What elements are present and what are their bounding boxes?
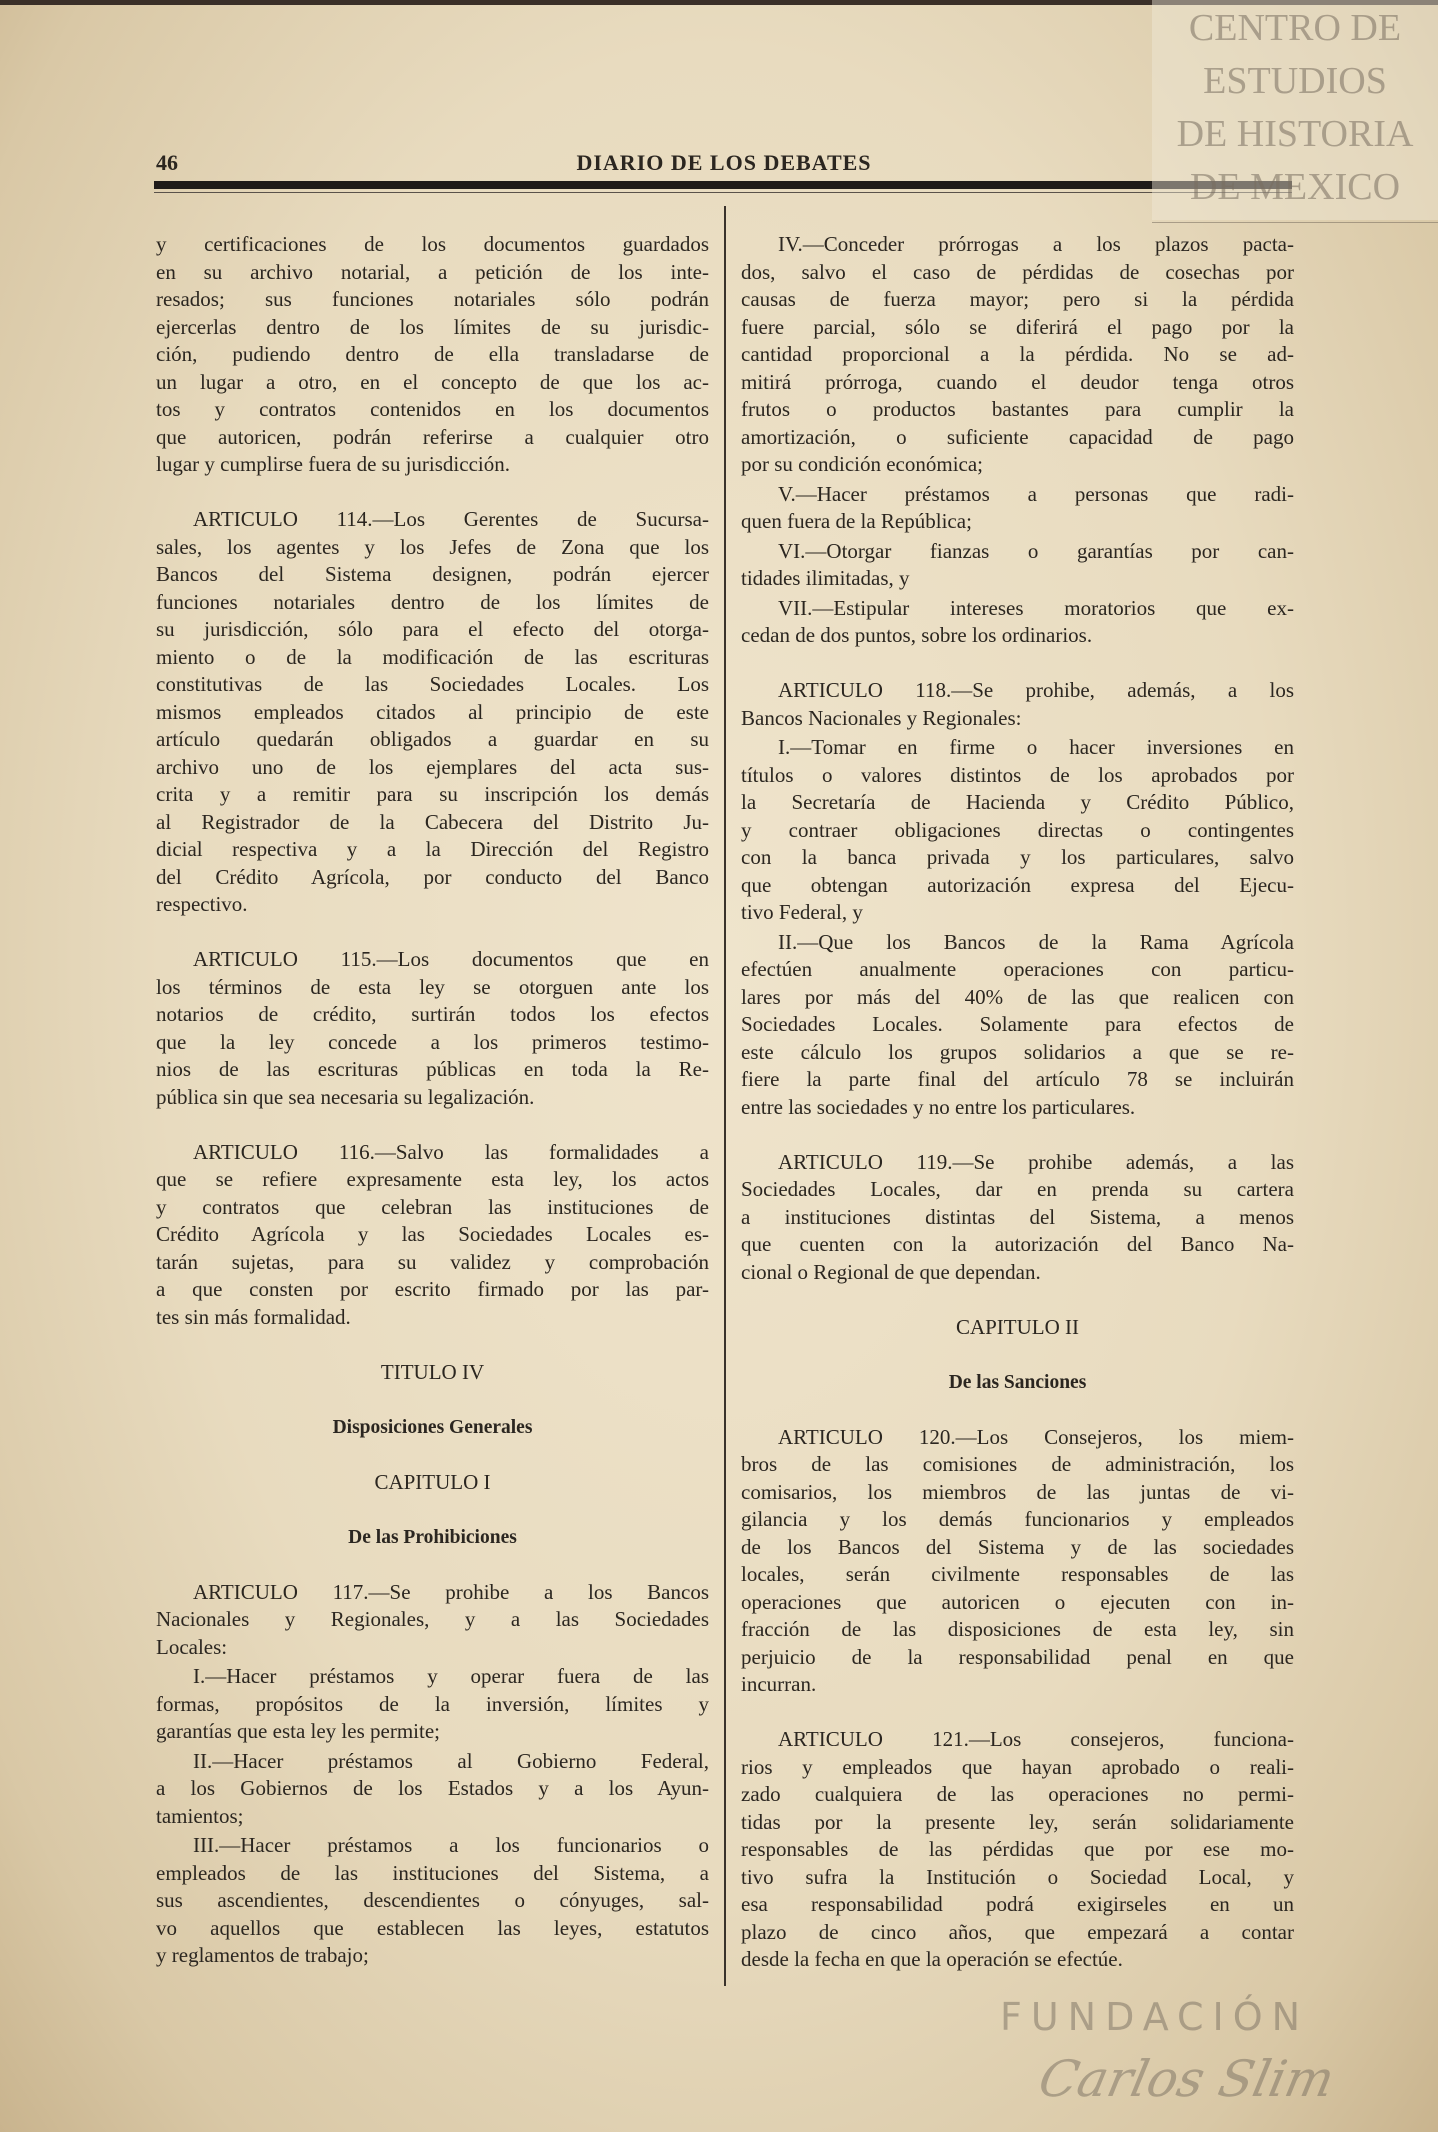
text-line: respectivo.	[156, 892, 248, 916]
text-line: plazo de cinco años, que empezará a contar	[741, 1919, 1294, 1944]
text-line: un lugar a otro, en el concepto de que los ac-	[156, 369, 709, 394]
text-line: lugar y cumplirse fuera de su jurisdicción.	[156, 452, 510, 476]
watermark-divider	[1152, 222, 1438, 223]
column-divider	[724, 206, 726, 1986]
text-line: Sociedades Locales. Solamente para efectos de	[741, 1012, 1294, 1036]
text-line: operaciones que autoricen o ejecuten con in-	[741, 1589, 1294, 1614]
right-column	[741, 231, 1294, 1974]
text-line: V.—Hacer préstamos a personas que radi-	[778, 481, 1294, 506]
text-line: ARTICULO 117.—Se prohibe a los Bancos	[193, 1579, 709, 1604]
text-line: ejercerlas dentro de los límites de su jurisdic-	[156, 314, 709, 339]
text-line: I.—Hacer préstamos y operar fuera de las	[193, 1664, 709, 1688]
text-line: crita y a remitir para su inscripción los demás	[156, 782, 709, 806]
text-line: Bancos Nacionales y Regionales:	[741, 705, 1022, 730]
text-line: pública sin que sea necesaria su legalización.	[156, 1084, 535, 1109]
text-line: funciones notariales dentro de los límites de	[156, 589, 709, 614]
text-line: Nacionales y Regionales, y a las Sociedades	[156, 1607, 709, 1631]
text-line: a instituciones distintas del Sistema, a menos	[741, 1204, 1294, 1229]
text-line: este cálculo los grupos solidarios a que se re-	[741, 1039, 1294, 1064]
list-item	[741, 231, 1294, 479]
text-line: sales, los agentes y los Jefes de Zona que los	[156, 534, 709, 559]
text-line: incurran.	[741, 1672, 817, 1696]
text-line: locales, serán civilmente responsables de las	[741, 1562, 1294, 1586]
text-line: ARTICULO 120.—Los Consejeros, los miem-	[778, 1424, 1294, 1449]
text-line: a los Gobiernos de los Estados y a los Ayun-	[156, 1776, 709, 1800]
text-line: lares por más del 40% de las que realicen con	[741, 984, 1294, 1009]
text-line: esa responsabilidad podrá exigirseles en un	[741, 1892, 1294, 1916]
text-line: responsables de las pérdidas que por ese mo-	[741, 1837, 1294, 1861]
paragraph	[741, 1424, 1294, 1699]
text-line: VII.—Estipular intereses moratorios que ex-	[778, 595, 1294, 620]
text-line: ARTICULO 115.—Los documentos que en	[193, 947, 709, 971]
text-line: efectúen anualmente operaciones con particu-	[741, 957, 1294, 981]
section-heading	[156, 1359, 709, 1387]
left-column	[156, 231, 709, 1970]
text-line: Disposiciones Generales	[332, 1416, 533, 1438]
text-line: por su condición económica;	[741, 452, 984, 476]
text-line: VI.—Otorgar fianzas o garantías por can-	[778, 538, 1294, 563]
text-line: con la banca privada y los particulares, salvo	[741, 845, 1294, 869]
text-line: resados; sus funciones notariales sólo podrán	[156, 287, 709, 311]
text-line: mitirá prórroga, cuando el deudor tenga otros	[741, 369, 1294, 394]
text-line: fiere la parte final del artículo 78 se incluirán	[741, 1067, 1294, 1091]
text-line: que obtengan autorización expresa del Ejecu-	[741, 872, 1294, 897]
text-line: la Secretaría de Hacienda y Crédito Público,	[741, 790, 1294, 814]
text-line: gilancia y los demás funcionarios y empleados	[741, 1507, 1294, 1531]
text-line: vo aquellos que establecen las leyes, estatutos	[156, 1915, 709, 1940]
watermark-line: DE HISTORIA	[1176, 113, 1414, 155]
text-line: desde la fecha en que la operación se efectúe.	[741, 1947, 1123, 1971]
page-number: 46	[156, 150, 178, 175]
text-line: causas de fuerza mayor; pero si la pérdida	[741, 287, 1294, 311]
text-line: fracción de las disposiciones de esta ley, sin	[741, 1617, 1294, 1641]
text-line: TITULO IV	[380, 1359, 485, 1384]
paragraph	[156, 1139, 709, 1332]
text-line: y contratos que celebran las instituciones de	[156, 1194, 709, 1219]
watermark-line: ESTUDIOS	[1203, 60, 1387, 102]
watermark-line: DE MEXICO	[1189, 166, 1401, 208]
text-line: Crédito Agrícola y las Sociedades Locales es-	[156, 1222, 709, 1246]
text-line: al Registrador de la Cabecera del Distrito Ju-	[156, 809, 709, 834]
watermark-signature: Carlos Slim	[1033, 2050, 1340, 2108]
text-line: Bancos del Sistema designen, podrán ejercer	[156, 562, 709, 586]
text-line: frutos o productos bastantes para cumplir la	[741, 397, 1294, 421]
text-line: y contraer obligaciones directas o contingentes	[741, 817, 1294, 842]
text-line: y reglamentos de trabajo;	[156, 1943, 369, 1967]
section-subheading	[156, 1414, 709, 1442]
text-line: tarán sujetas, para su validez y comprobación	[156, 1249, 709, 1274]
running-title: DIARIO DE LOS DEBATES	[576, 150, 872, 175]
text-line: tidades ilimitadas, y	[741, 566, 910, 590]
text-line: bros de las comisiones de administración, los	[741, 1452, 1294, 1476]
text-line: ARTICULO 119.—Se prohibe además, a las	[778, 1149, 1294, 1174]
text-line: zado cualquiera de las operaciones no permi-	[741, 1782, 1294, 1806]
section-heading	[741, 1314, 1294, 1342]
text-line: a que consten por escrito firmado por las par-	[156, 1277, 709, 1301]
text-line: amortización, o suficiente capacidad de pago	[741, 424, 1294, 449]
text-line: cantidad proporcional a la pérdida. No se ad-	[741, 342, 1294, 366]
watermark-foundation: FUNDACIÓN	[1000, 1995, 1310, 2039]
text-line: mismos empleados citados al principio de este	[156, 699, 709, 724]
text-line: en su archivo notarial, a petición de los inte-	[156, 259, 709, 284]
text-line: que se refiere expresamente esta ley, los actos	[156, 1167, 709, 1191]
text-line: De las Sanciones	[948, 1371, 1087, 1393]
text-line: títulos o valores distintos de los aprobados por	[741, 762, 1294, 787]
text-line: tivo Federal, y	[741, 900, 863, 924]
watermark-institution	[1152, 0, 1438, 220]
section-heading	[156, 1469, 709, 1497]
text-line: II.—Hacer préstamos al Gobierno Federal,	[193, 1748, 709, 1773]
list-item	[741, 595, 1294, 650]
text-line: de los Bancos del Sistema y de las sociedades	[741, 1534, 1294, 1559]
header-rule-thin	[154, 192, 1292, 193]
watermark-line: CENTRO DE	[1188, 7, 1402, 49]
text-line: tos y contratos contenidos en los documentos	[156, 397, 709, 421]
list-item	[741, 929, 1294, 1122]
text-line: empleados de las instituciones del Sistema, a	[156, 1860, 709, 1885]
text-line: De las Prohibiciones	[348, 1526, 517, 1548]
text-line: rios y empleados que hayan aprobado o reali-	[741, 1754, 1294, 1779]
text-line: artículo quedarán obligados a guardar en su	[156, 727, 709, 751]
text-line: dicial respectiva y a la Dirección del Registro	[156, 837, 709, 861]
text-line: comisarios, los miembros de las juntas de vi-	[741, 1479, 1294, 1504]
paragraph	[156, 1579, 709, 1662]
list-item	[156, 1663, 709, 1746]
paragraph	[156, 231, 709, 479]
paragraph	[741, 677, 1294, 732]
text-line: ción, pudiendo dentro de ella transladarse de	[156, 342, 709, 366]
paragraph	[156, 506, 709, 919]
text-line: notarios de crédito, surtirán todos los efectos	[156, 1002, 709, 1026]
text-line: Locales:	[156, 1634, 228, 1659]
text-line: CAPITULO II	[955, 1314, 1080, 1339]
text-line: ARTICULO 116.—Salvo las formalidades a	[193, 1139, 709, 1164]
text-line: ARTICULO 121.—Los consejeros, funciona-	[778, 1727, 1294, 1751]
text-line: perjuicio de la responsabilidad penal en que	[741, 1644, 1294, 1669]
text-line: quen fuera de la República;	[741, 509, 972, 533]
text-line: dos, salvo el caso de pérdidas de cosechas por	[741, 259, 1294, 284]
text-line: tivo sufra la Institución o Sociedad Local, y	[741, 1864, 1294, 1889]
text-line: cional o Regional de que dependan.	[741, 1259, 1041, 1284]
text-line: tes sin más formalidad.	[156, 1304, 351, 1329]
text-line: I.—Tomar en firme o hacer inversiones en	[778, 735, 1294, 759]
text-line: II.—Que los Bancos de la Rama Agrícola	[778, 929, 1294, 954]
text-line: y certificaciones de los documentos guardados	[156, 232, 709, 256]
text-line: ARTICULO 118.—Se prohibe, además, a los	[778, 678, 1294, 702]
text-line: sus ascendientes, descendientes o cónyuges, sal-	[156, 1888, 709, 1912]
text-line: los términos de esta ley se otorguen ante los	[156, 974, 709, 999]
list-item	[741, 734, 1294, 927]
text-line: fuere parcial, sólo se diferirá el pago por la	[741, 314, 1294, 339]
text-line: tidas por la presente ley, serán solidariamente	[741, 1809, 1294, 1834]
paragraph	[741, 1149, 1294, 1287]
text-line: CAPITULO I	[374, 1469, 491, 1494]
text-line: cedan de dos puntos, sobre los ordinarios.	[741, 623, 1093, 647]
text-line: formas, propósitos de la inversión, límites y	[156, 1691, 709, 1716]
text-line: constitutivas de las Sociedades Locales. Los	[156, 672, 709, 696]
text-line: que autoricen, podrán referirse a cualquier otro	[156, 424, 709, 449]
section-subheading	[156, 1524, 709, 1552]
text-line: ARTICULO 114.—Los Gerentes de Sucursa-	[193, 507, 709, 531]
text-line: entre las sociedades y no entre los particulares.	[741, 1094, 1136, 1119]
text-line: nios de las escrituras públicas en toda la Re-	[156, 1057, 709, 1081]
text-line: su jurisdicción, sólo para el efecto del otorga-	[156, 617, 709, 641]
text-line: que cuenten con la autorización del Banco Na-	[741, 1232, 1294, 1256]
list-item	[156, 1832, 709, 1970]
header-rule	[154, 181, 1292, 189]
text-line: garantías que esta ley les permite;	[156, 1719, 440, 1743]
text-line: miento o de la modificación de las escrituras	[156, 644, 709, 669]
text-line: archivo uno de los ejemplares del acta sus-	[156, 754, 709, 779]
list-item	[741, 538, 1294, 593]
list-item	[741, 481, 1294, 536]
text-line: Sociedades Locales, dar en prenda su cartera	[741, 1177, 1294, 1201]
text-line: IV.—Conceder prórrogas a los plazos pacta-	[778, 232, 1294, 256]
text-line: que la ley concede a los primeros testimo-	[156, 1029, 709, 1054]
paragraph	[741, 1726, 1294, 1974]
text-line: III.—Hacer préstamos a los funcionarios o	[193, 1833, 709, 1857]
text-line: del Crédito Agrícola, por conducto del Banco	[156, 864, 709, 889]
text-line: tamientos;	[156, 1803, 244, 1828]
list-item	[156, 1748, 709, 1831]
paragraph	[156, 946, 709, 1111]
section-subheading	[741, 1369, 1294, 1397]
